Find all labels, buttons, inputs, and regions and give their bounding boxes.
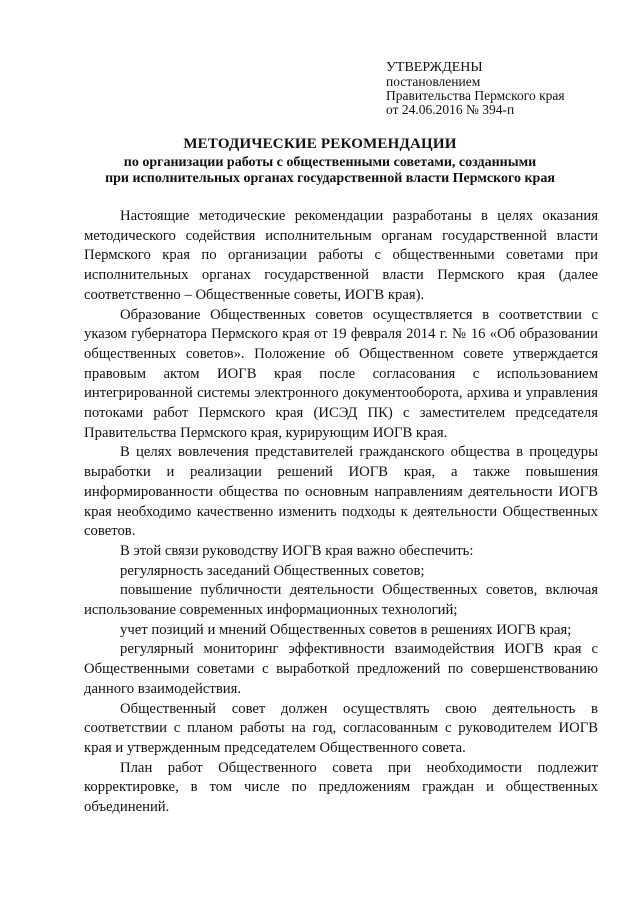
paragraph-8: регулярный мониторинг эффективности взаимодействия ИОГВ края с Общественными советами с выработкой предложений по совершенствованию данного взаимодействия. xyxy=(84,641,598,697)
approval-heading: УТВЕРЖДЕНЫ xyxy=(386,60,483,75)
approval-line-2: Правительства Пермского края xyxy=(386,88,565,103)
document-body xyxy=(84,207,598,818)
paragraph-10: План работ Общественного совета при необходимости подлежит корректировке, в том числе по предложениям граждан и общественных объединений. xyxy=(84,759,598,816)
paragraph-6: повышение публичности деятельности Общественных советов, включая использование современных информационных технологий; xyxy=(84,582,598,619)
document-title: МЕТОДИЧЕСКИЕ РЕКОМЕНДАЦИИ xyxy=(183,136,457,152)
paragraph-2: Образование Общественных советов осуществляется в соответствии с указом губернатора Пермского края от 19 февраля 2014 г. № 16 «Об образовании общественных советов». Положение об Общественном совете утверждается правовым актом ИОГВ края после согласования с использованием интегрированной системы электронного документооборота, архива и управления потоками работ Пермского края (ИСЭД ПК) с заместителем председателя Правительства Пермского края, курирующим ИОГВ края. xyxy=(84,306,598,441)
subtitle-line-1: по организации работы с общественными советами, созданными xyxy=(123,155,537,170)
paragraph-7: учет позиций и мнений Общественных советов в решениях ИОГВ края; xyxy=(120,621,572,638)
paragraph-1: Настоящие методические рекомендации разработаны в целях оказания методического содействия исполнительным органам государственной власти Пермского края по организации работы с общественными советами при исполнительных органах государственной власти Пермского края (далее соответственно – Общественные советы, ИОГВ края). xyxy=(84,208,598,303)
paragraph-4: В этой связи руководству ИОГВ края важно обеспечить: xyxy=(120,542,474,559)
paragraph-5: регулярность заседаний Общественных советов; xyxy=(120,562,425,579)
paragraph-9: Общественный совет должен осуществлять свою деятельность в соответствии с планом работы на год, согласованным с руководителем ИОГВ края и утвержденным председателем Общественного совета. xyxy=(84,700,598,756)
paragraph-3: В целях вовлечения представителей гражданского общества в процедуры выработки и реализации решений ИОГВ края, а также повышения информированности общества по основным направлениям деятельности ИОГВ края необходимо качественно изменить подходы к деятельности Общественных советов. xyxy=(84,444,598,540)
approval-line-3: от 24.06.2016 № 394-п xyxy=(386,102,515,117)
subtitle-line-2: при исполнительных органах государственной власти Пермского края xyxy=(105,171,555,186)
approval-line-1: постановлением xyxy=(386,74,481,89)
document-subtitle xyxy=(60,155,600,187)
approval-stamp xyxy=(386,60,626,117)
